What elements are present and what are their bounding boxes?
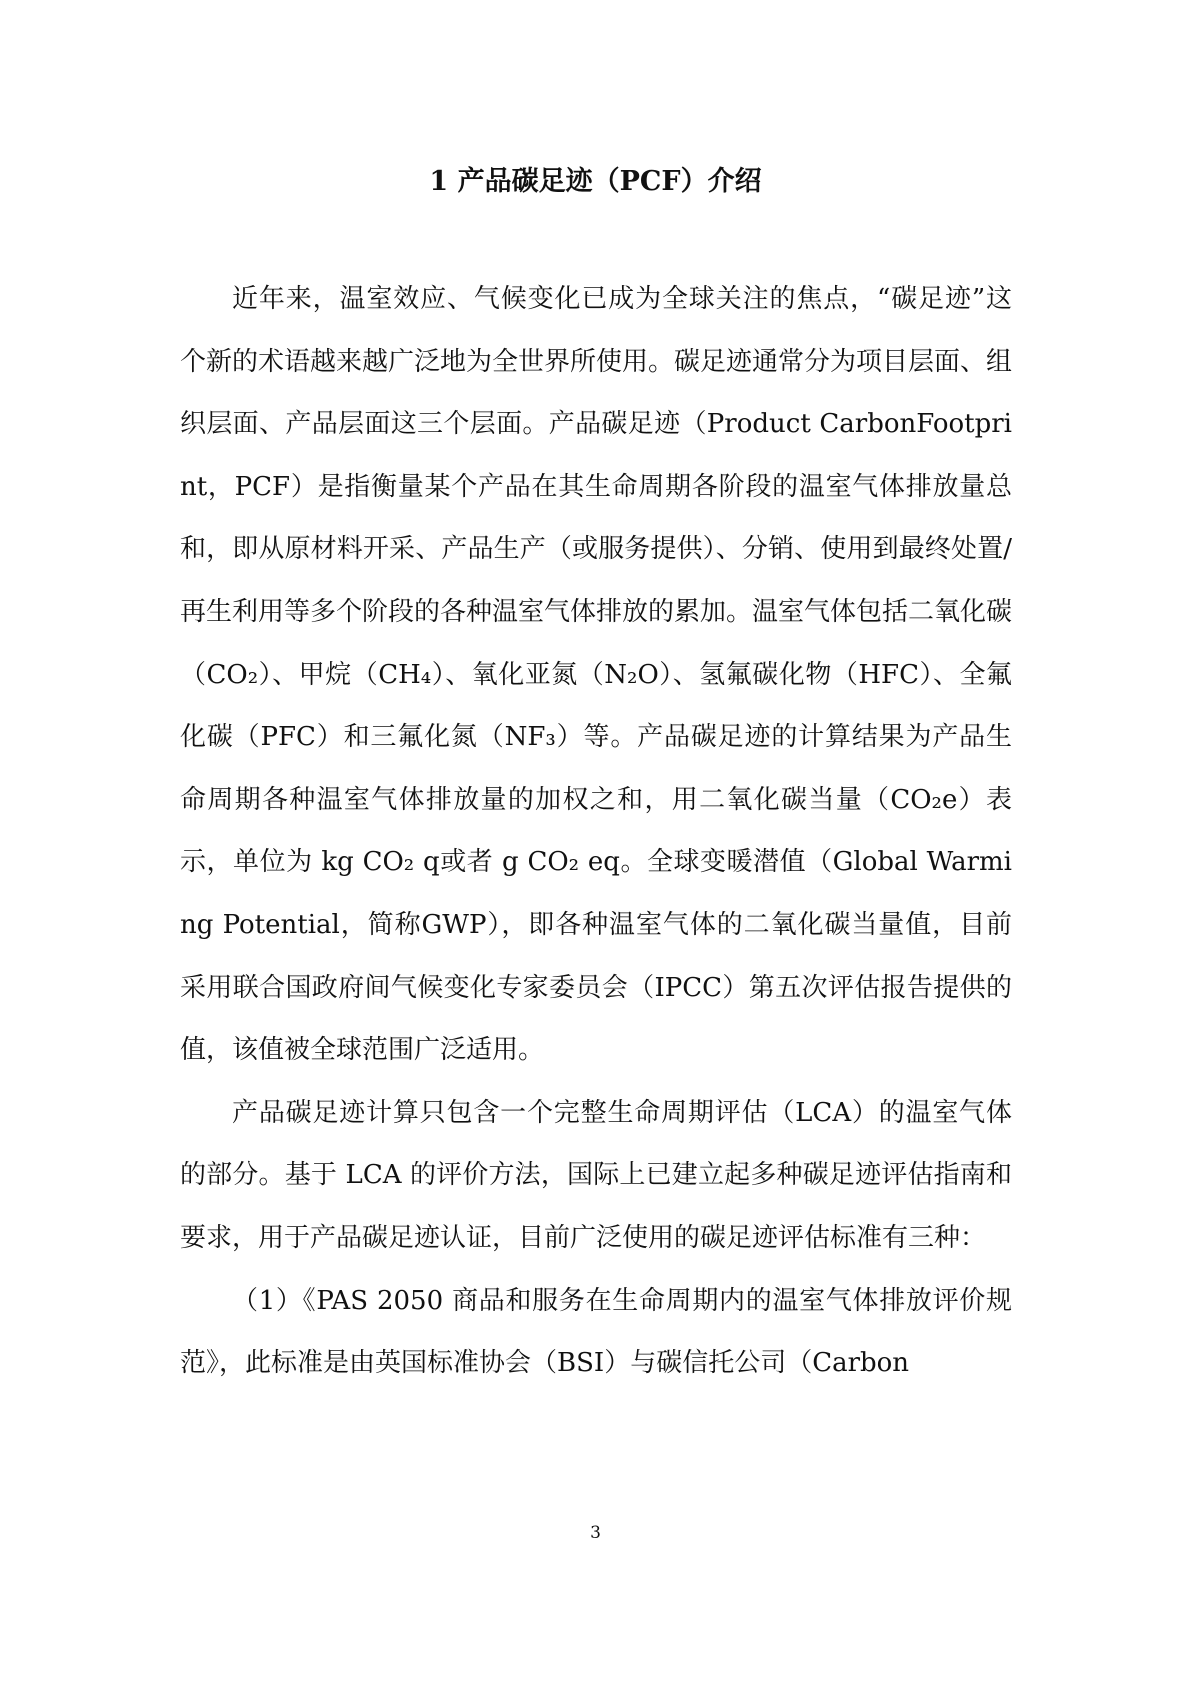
paragraph-pcf-intro: 近年来，温室效应、气候变化已成为全球关注的焦点，“碳足迹”这个新的术语越来越广泛地为全世界所使用。碳足迹通常分为项目层面、组织层面、产品层面这三个层面。产品碳足迹（Product CarbonFootprint，PCF）是指衡量某个产品在其生命周期各阶段的温室气体排放量总和，即从原材料开采、产品生产（或服务提供）、分销、使用到最终处置/再生利用等多个阶段的各种温室气体排放的累加。温室气体包括二氧化碳（CO₂）、甲烷（CH₄）、氧化亚氮（N₂O）、氢氟碳化物（HFC）、全氟化碳（PFC）和三氟化氮（NF₃）等。产品碳足迹的计算结果为产品生命周期各种温室气体排放量的加权之和，用二氧化碳当量（CO₂e）表示，单位为 kg CO₂ q或者 g CO₂ eq。全球变暖潜值（Global Warming Potential，简称GWP），即各种温室气体的二氧化碳当量值，目前采用联合国政府间气候变化专家委员会（IPCC）第五次评估报告提供的值，该值被全球范围广泛适用。 — [180, 284, 1013, 1066]
body-text — [180, 268, 1012, 1395]
paragraph-lca-standards: 产品碳足迹计算只包含一个完整生命周期评估（LCA）的温室气体的部分。基于 LCA 的评价方法，国际上已建立起多种碳足迹评估指南和要求，用于产品碳足迹认证，目前广泛使用的碳足迹评估标准有三种： — [180, 1097, 1012, 1253]
section-title: 1 产品碳足迹（PCF）介绍 — [429, 166, 762, 197]
paragraph-pas2050: （1）《PAS 2050 商品和服务在生命周期内的温室气体排放评价规范》，此标准是由英国标准协会（BSI）与碳信托公司（Carbon — [180, 1285, 1012, 1379]
page-number: 3 — [590, 1523, 601, 1543]
